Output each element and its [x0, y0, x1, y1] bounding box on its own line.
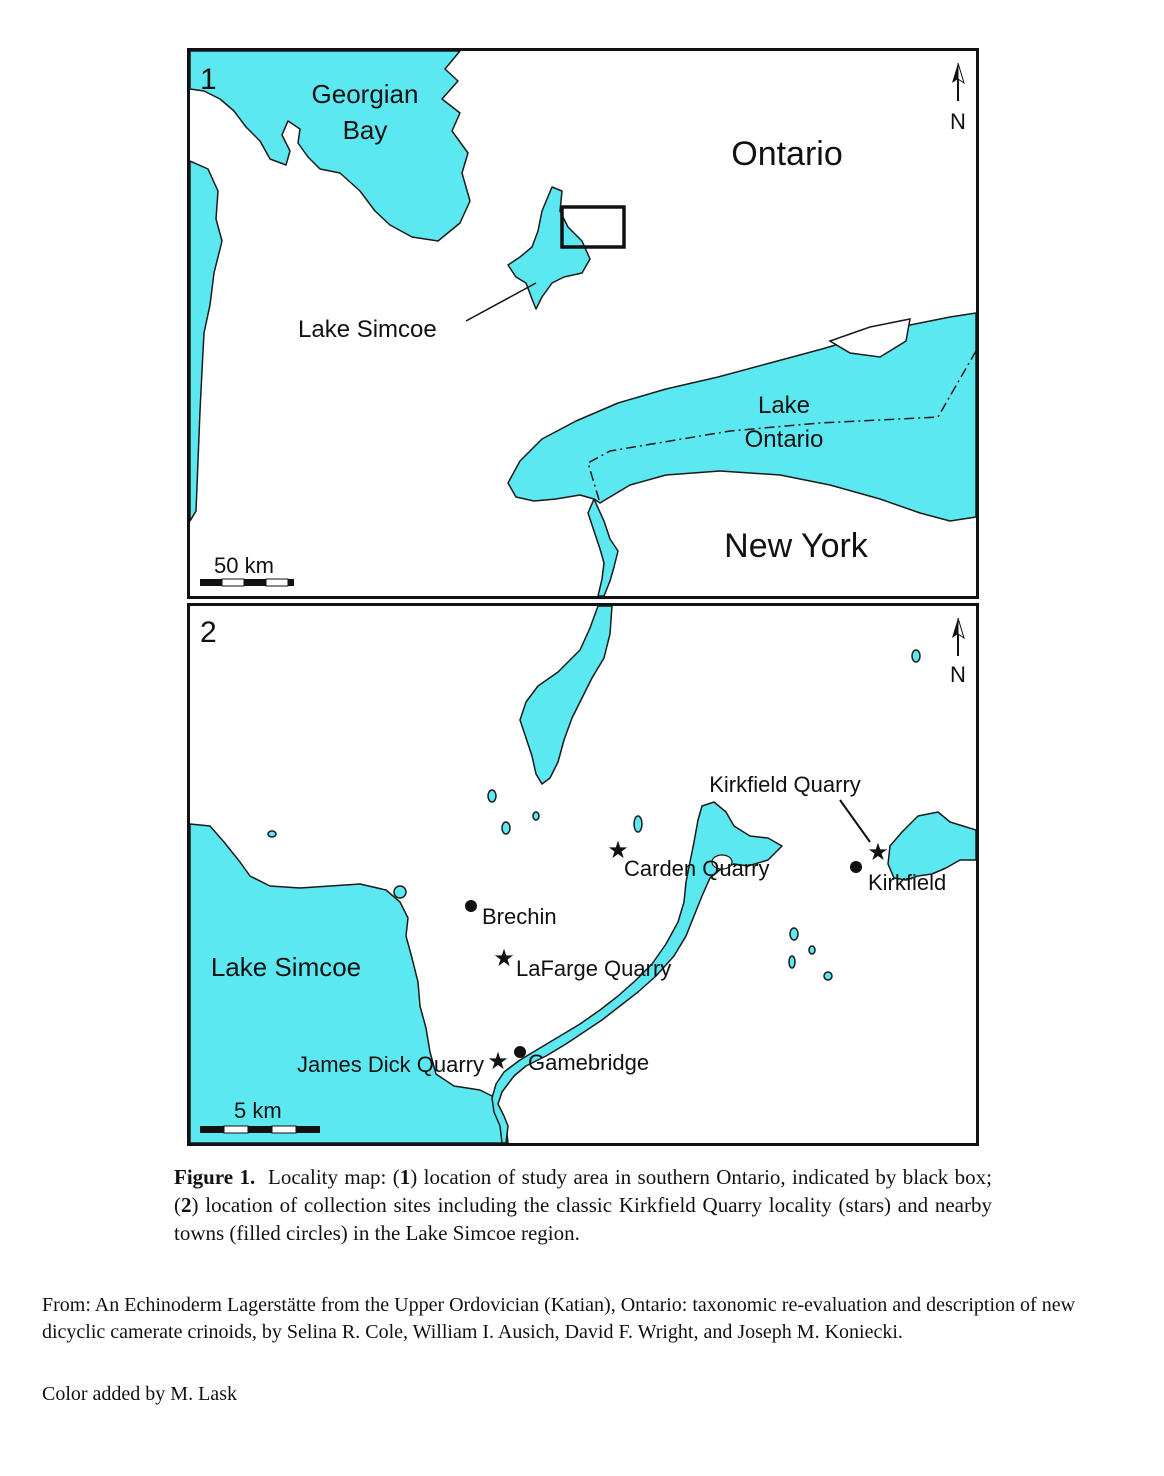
figure-caption — [174, 1163, 992, 1247]
star-icon: ★ — [493, 945, 515, 972]
color-credit: Color added by M. Lask — [42, 1383, 237, 1405]
north-arrow-icon — [952, 618, 964, 656]
caption-number-1: 1 — [399, 1165, 411, 1189]
lake-simcoe-label: Lake Simcoe — [210, 952, 362, 982]
scale-bar-label: 50 km — [214, 553, 274, 578]
north-lake-water — [520, 606, 612, 784]
niagara-river-water — [588, 499, 618, 596]
scale-bar — [200, 1126, 320, 1133]
source-citation: From: An Echinoderm Lagerstätte from the Upper Ordovician (Katian), Ontario: taxonomic re-evaluation and description of new dicyclic camerate crinoids, by Selina R. Cole, William I. Ausich, David F. Wright, and Joseph M. Koniecki. — [42, 1294, 1076, 1343]
map-panel-2-svg — [190, 606, 976, 1143]
star-icon: ★ — [607, 837, 629, 864]
caption-number-2: 2 — [181, 1193, 192, 1217]
north-label: N — [950, 109, 966, 134]
panel-2-number: 2 — [200, 616, 217, 649]
kirkfield-quarry-leader-line — [840, 800, 870, 842]
lake-ontario-label-line1: Lake — [757, 392, 811, 419]
north-label: N — [950, 662, 966, 687]
star-icon: ★ — [487, 1048, 509, 1075]
panel-1-number: 1 — [200, 63, 217, 96]
filled-circle-icon — [850, 861, 862, 873]
star-icon: ★ — [867, 839, 889, 866]
carden-quarry-label: Carden Quarry — [624, 856, 770, 881]
new-york-label: New York — [724, 527, 868, 565]
georgian-bay-label-line2: Bay — [342, 115, 388, 145]
figure-label: Figure 1. — [174, 1165, 256, 1189]
scale-bar — [200, 579, 294, 586]
caption-text-3: ) location of collection sites including the classic Kirkfield Quarry locality (stars) and nearby towns (filled circles) in the Lake Simcoe region. — [174, 1193, 992, 1245]
scale-bar-label: 5 km — [234, 1098, 282, 1123]
georgian-bay-label-line1: Georgian — [311, 79, 419, 109]
gamebridge-label: Gamebridge — [528, 1050, 650, 1075]
james-dick-quarry-label: James Dick Quarry — [296, 1052, 484, 1077]
map-panel-2 — [187, 603, 979, 1146]
lake-simcoe-leader-line — [466, 283, 536, 321]
map-panel-1 — [187, 48, 979, 599]
brechin-label: Brechin — [482, 904, 557, 929]
filled-circle-icon — [465, 900, 477, 912]
caption-text-2: ) location of study area in southern Ontario, indicated by black box; ( — [174, 1165, 992, 1217]
lake-simcoe-label: Lake Simcoe — [298, 316, 437, 343]
kirkfield-label: Kirkfield — [868, 870, 947, 895]
lake-huron-water — [190, 161, 222, 521]
lake-ontario-label-line2: Ontario — [744, 426, 824, 453]
kirkfield-quarry-label: Kirkfield Quarry — [709, 772, 861, 797]
lake-simcoe-water-large — [190, 824, 508, 1143]
filled-circle-icon — [514, 1046, 526, 1058]
caption-text-1: Locality map: ( — [268, 1165, 400, 1189]
ontario-label: Ontario — [731, 135, 843, 173]
map-panel-1-svg — [190, 51, 976, 596]
north-arrow-icon — [952, 63, 964, 101]
lafarge-quarry-label: LaFarge Quarry — [516, 956, 672, 981]
lake-ontario-water — [508, 313, 976, 521]
